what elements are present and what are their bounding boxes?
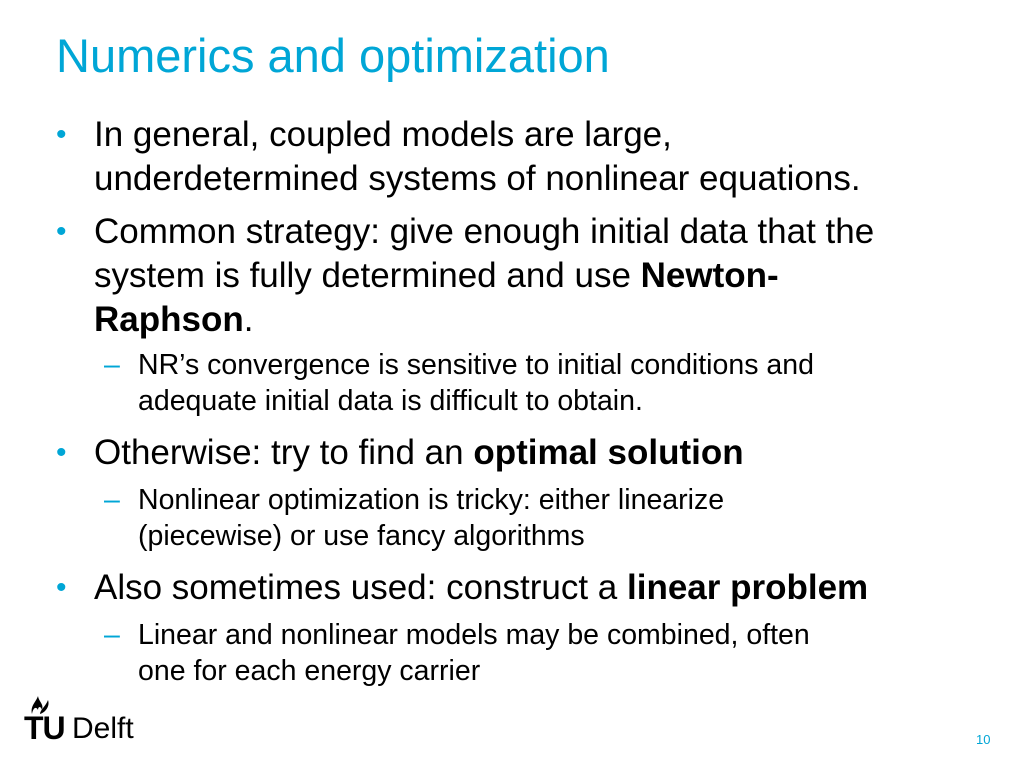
bullet-item-4 (56, 566, 994, 610)
sub-bullet-3 (104, 482, 978, 554)
sub-bullet-2-line1: NR’s convergence is sensitive to initial conditions and (138, 349, 814, 381)
bullet-item-1 (56, 113, 994, 201)
sub-bullet-4 (104, 617, 978, 689)
logo-delft: Delft (72, 712, 134, 745)
bullet-1-line2: underdetermined systems of nonlinear equations. (94, 159, 861, 198)
page-number: 10 (976, 732, 991, 747)
bullet-marker: • (56, 215, 67, 248)
sub-bullet-4-line1: Linear and nonlinear models may be combined, often (138, 619, 810, 651)
bullet-3-text: Otherwise: try to find an (94, 433, 474, 472)
logo-tu: TU (24, 710, 65, 746)
bullet-2-line1: Common strategy: give enough initial data that the (94, 212, 875, 251)
slide-title: Numerics and optimization (56, 29, 610, 82)
sub-bullet-4-line2: one for each energy carrier (138, 655, 481, 687)
bullet-item-3 (56, 431, 994, 475)
bullet-2-post: . (243, 300, 254, 339)
bullet-2-bold-a: Newton- (640, 256, 779, 295)
bullet-3-bold: optimal solution (473, 433, 744, 472)
bullet-item-2 (56, 210, 994, 342)
bullet-2-bold-b: Raphson (94, 300, 244, 339)
dash-marker: – (104, 484, 120, 516)
sub-bullet-3-line1: Nonlinear optimization is tricky: either linearize (138, 484, 725, 516)
dash-marker: – (104, 349, 120, 381)
bullet-2-line2: system is fully determined and use (94, 256, 641, 295)
sub-bullet-2 (104, 347, 978, 419)
bullet-4-text: Also sometimes used: construct a (94, 568, 627, 607)
sub-bullet-3-line2: (piecewise) or use fancy algorithms (138, 520, 585, 552)
tu-delft-logo (22, 694, 152, 748)
dash-marker: – (104, 619, 120, 651)
bullet-4-bold: linear problem (627, 568, 869, 607)
bullet-marker: • (56, 118, 67, 151)
bullet-marker: • (56, 436, 67, 469)
sub-bullet-2-line2: adequate initial data is difficult to obtain. (138, 385, 643, 417)
bullet-marker: • (56, 571, 67, 604)
bullet-1-line1: In general, coupled models are large, (94, 115, 672, 154)
